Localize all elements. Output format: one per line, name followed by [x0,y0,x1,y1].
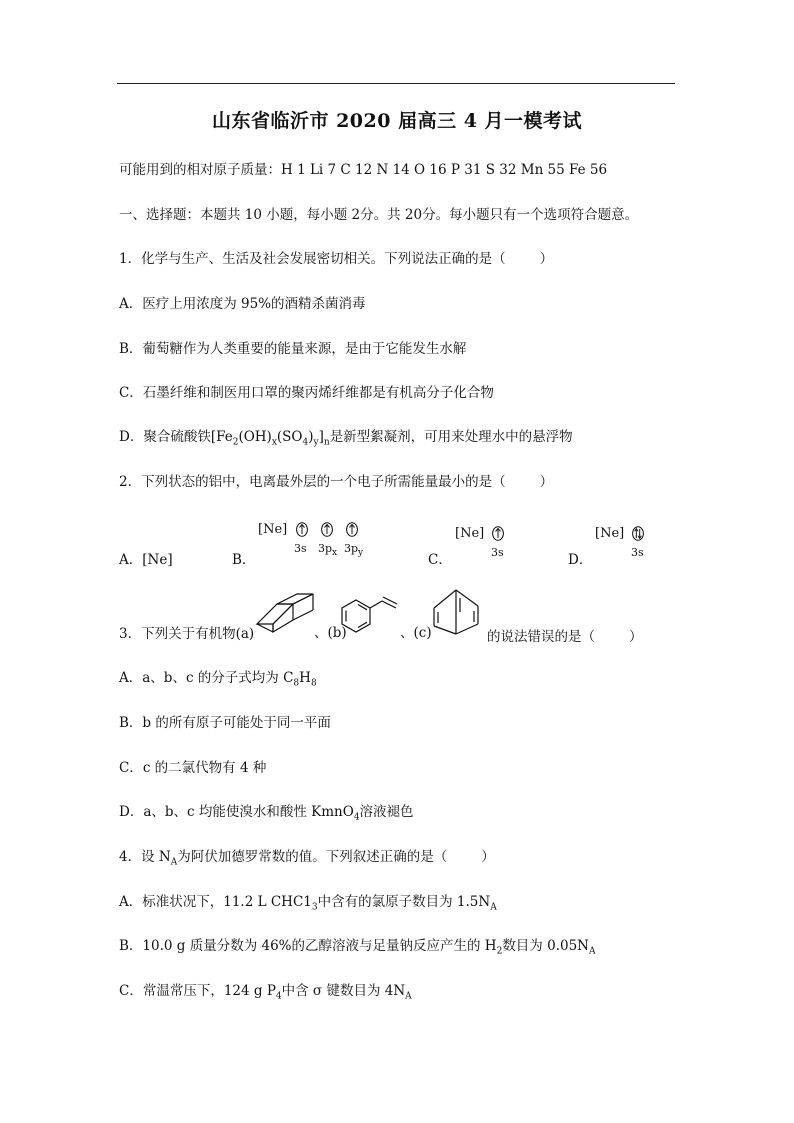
header-rule [117,83,675,84]
q3-stem-end: 的说法错误的是（ ） [487,629,643,645]
orbital-label-3s: 3s [294,542,307,555]
orbital-label-3px: $3p_x$ [318,542,338,559]
q1-stem: 1．化学与生产、生活及社会发展密切相关。下列说法正确的是（ ） [119,251,554,267]
atomic-masses: 可能用到的相对原子质量：H 1 Li 7 C 12 N 14 O 16 P 31 S 32 Mn 55 Fe 56 [119,162,608,178]
q1-option-c: C．石墨纤维和制医用口罩的聚丙烯纤维都是有机高分子化合物 [119,385,494,401]
q3-label-c: 、(c) [400,625,432,641]
q1-option-d: D．聚合硫酸铁$[Fe_2(OH)_x(SO_4)_y]_n$是新型絮凝剂，可用来处理水中的悬浮物 [119,429,573,448]
q3-option-b: B．b 的所有原子可能处于同一平面 [119,715,331,731]
q2-option-b: B． [232,552,256,568]
q2-option-d: D． [568,552,593,568]
q4-option-a: A．标准状况下，11.2 L $CHC1_3$中含有的氯原子数目为 $1.5N_A$ [119,894,497,913]
q4-option-b: B．10.0 g 质量分数为 46%的乙醇溶液与足量钠反应产生的 $H_2$数目为 $0.05N_A$ [119,938,596,957]
cubane-structure-icon [255,592,317,634]
orbital-up-arrow-icon [492,526,504,541]
q4-option-c: C．常温常压下，124 g $P_4$中含 σ 键数目为 $4N_A$ [119,983,412,1002]
styrene-structure-icon [338,592,400,636]
orbital-label-3py: $3p_y$ [344,542,364,559]
q3-option-c: C．c 的二氯代物有 4 种 [119,760,267,776]
page-title: 山东省临沂市 2020 届高三 4 月一模考试 [211,110,583,132]
q1-option-a: A．医疗上用浓度为 95%的酒精杀菌消毒 [119,296,366,312]
q1-option-b: B．葡萄糖作为人类重要的能量来源，是由于它能发生水解 [119,341,467,357]
q3-option-d: D．a、b、c 均能使溴水和酸性 KmnO$_4$溶液褪色 [119,804,414,823]
orbital-label-3s: 3s [491,546,504,559]
q3-stem-start: 3．下列关于有机物(a) [119,626,255,642]
orbital-up-arrow-icon [321,522,333,537]
q3-label-b: 、(b) [314,625,347,641]
orbital-label-3s: 3s [631,546,644,559]
q3-option-a: A．a、b、c 的分子式均为 $C_8H_8$ [119,670,317,689]
orbital-up-arrow-icon [296,522,308,537]
ne-core: [Ne] [455,526,485,541]
q2-option-a: A．[Ne] [119,552,173,568]
ne-core: [Ne] [258,522,288,537]
q2-option-c: C． [428,552,452,568]
barrelene-structure-icon [428,586,484,638]
q2-stem: 2．下列状态的铝中，电离最外层的一个电子所需能量最小的是（ ） [119,474,554,490]
ne-core: [Ne] [595,526,625,541]
q4-stem: 4．设 $N_A$为阿伏加德罗常数的值。下列叙述正确的是（ ） [119,849,495,868]
orbital-up-arrow-icon [346,522,358,537]
orbital-paired-arrows-icon [632,526,644,541]
section-heading: 一、选择题：本题共 10 小题，每小题 2分。共 20分。每小题只有一个选项符合题意。 [119,207,639,223]
